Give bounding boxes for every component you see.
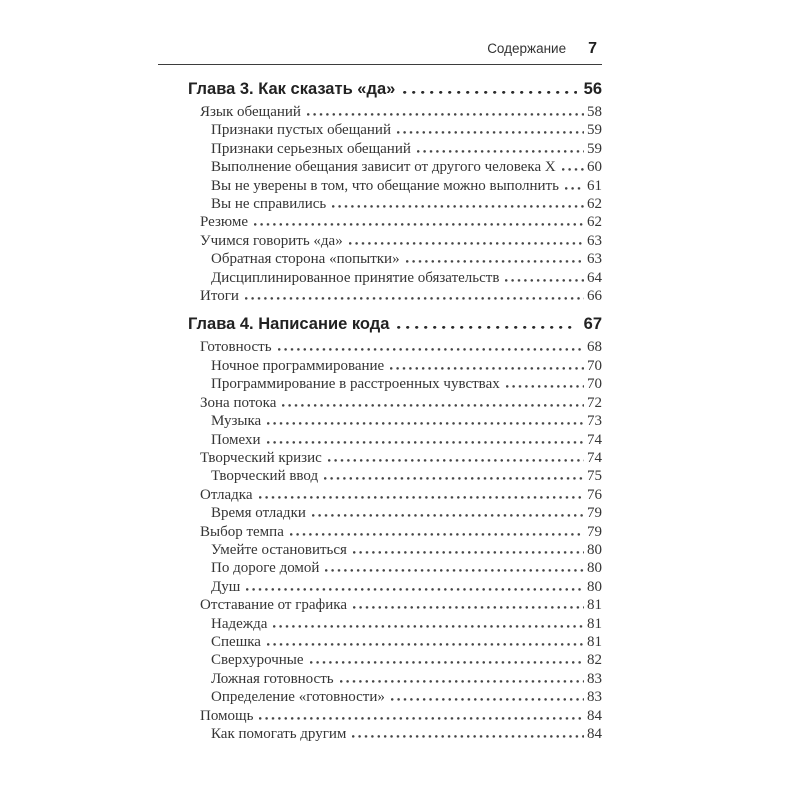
dot-leader [352,735,584,738]
dot-leader [349,242,584,245]
toc-item-title: Вы не уверены в том, что обещание можно выполнить [211,177,559,194]
dot-leader [324,477,584,480]
toc-item-title: Творческий ввод [211,468,319,485]
dot-leader [259,496,584,499]
toc-item-title: Творческий кризис [200,449,322,466]
toc-item-title: Время отладки [211,505,306,522]
dot-leader [282,404,584,407]
toc-entry-row [188,578,602,596]
toc-item-page-number: 59 [587,122,602,139]
dot-leader [328,459,584,462]
toc-item-title: Определение «готовности» [211,689,385,706]
toc-item-page-number: 75 [587,468,602,485]
toc-item-page-number: 83 [587,689,602,706]
toc-item-page-number: 60 [587,159,602,176]
toc-item-page-number: 80 [587,578,602,595]
dot-leader [290,533,584,536]
toc-entry-row [188,375,602,393]
dot-leader [403,91,576,95]
toc-item-title: Зона потока [200,394,277,411]
toc-item-page-number: 81 [587,615,602,632]
toc-item-page-number: 67 [583,315,602,334]
toc-entry-row [188,394,602,412]
toc-item-page-number: 79 [587,505,602,522]
toc-item-title: Готовность [200,339,272,356]
dot-leader [259,717,584,720]
toc-item-title: Музыка [211,413,262,430]
toc-item-title: Обратная сторона «попытки» [211,251,400,268]
toc-entry-row [188,121,602,139]
toc-entry-row [188,559,602,577]
toc-item-page-number: 66 [587,288,602,305]
toc-item-title: Отставание от графика [200,597,348,614]
toc-item-title: Признаки серьезных обещаний [211,140,411,157]
toc-item-page-number: 70 [587,357,602,374]
dot-leader [353,606,584,609]
toc-item-page-number: 82 [587,652,602,669]
toc-item-title: Программирование в расстроенных чувствах [211,376,500,393]
toc-entry-row [188,596,602,614]
dot-leader [340,680,584,683]
toc-entry-row [188,232,602,250]
toc-item-title: Как помогать другим [211,726,347,742]
toc-item-page-number: 63 [587,251,602,268]
toc-item-title: Ночное программирование [211,357,385,374]
toc-item-page-number: 81 [587,597,602,614]
dot-leader [562,168,584,171]
toc-item-title: Итоги [200,288,239,305]
toc-item-title: Умейте остановиться [211,541,347,558]
toc-entry-row [188,504,602,522]
toc-entry-row [188,651,602,669]
toc-item-title: Язык обещаний [200,104,301,120]
toc-item-title: Признаки пустых обещаний [211,122,391,139]
dot-leader [506,385,584,388]
dot-leader [391,698,584,701]
toc-item-page-number: 74 [587,449,602,466]
toc-entry-row [188,158,602,176]
dot-leader [397,131,584,134]
toc-item-page-number: 73 [587,413,602,430]
toc-item-page-number: 74 [587,431,602,448]
toc-item-page-number: 58 [587,104,602,120]
dot-leader [332,205,584,208]
toc-entry-row [188,357,602,375]
dot-leader [417,150,584,153]
toc-item-page-number: 76 [587,486,602,503]
toc-item-page-number: 80 [587,541,602,558]
toc-item-title: Дисциплинированное принятие обязательств [211,269,500,286]
dot-leader [565,187,584,190]
toc-entry-row [188,486,602,504]
toc-item-page-number: 56 [583,80,602,98]
toc-item-title: Выбор темпа [200,523,284,540]
toc-item-page-number: 79 [587,523,602,540]
dot-leader [310,661,584,664]
toc-item-title: Душ [211,578,241,595]
dot-leader [278,348,584,351]
dot-leader [267,441,584,444]
toc-item-page-number: 68 [587,339,602,356]
toc-item-title: Сверхурочные [211,652,304,669]
toc-entry-row [188,541,602,559]
toc-entry-row [188,725,602,743]
dot-leader [273,625,584,628]
dot-leader [397,326,576,330]
toc-item-title: Отладка [200,486,253,503]
toc-entry-row [188,670,602,688]
running-head [158,40,602,65]
table-of-contents [188,78,602,743]
toc-entry-row [188,269,602,287]
dot-leader [406,260,584,263]
toc-item-title: Вы не справились [211,196,327,213]
dot-leader [390,367,584,370]
toc-item-title: Учимся говорить «да» [200,232,343,249]
toc-item-page-number: 83 [587,670,602,687]
toc-item-page-number: 81 [587,633,602,650]
dot-leader [245,297,584,300]
toc-entry-row [188,615,602,633]
toc-entry-row [188,467,602,485]
toc-entry-row [188,633,602,651]
dot-leader [505,279,584,282]
toc-item-page-number: 59 [587,140,602,157]
toc-entry-row [188,707,602,725]
dot-leader [267,422,584,425]
toc-item-title: Надежда [211,615,268,632]
toc-item-title: Глава 4. Написание кода [188,315,390,334]
toc-entry-row [188,250,602,268]
dot-leader [312,514,584,517]
toc-item-title: Выполнение обещания зависит от другого человека X [211,159,556,176]
toc-item-page-number: 80 [587,560,602,577]
toc-item-title: Глава 3. Как сказать «да» [188,80,396,98]
toc-item-page-number: 84 [587,707,602,724]
toc-entry-row [188,338,602,356]
toc-entry-row [188,287,602,305]
toc-item-title: Спешка [211,633,261,650]
dot-leader [353,551,584,554]
dot-leader [246,588,584,591]
toc-item-page-number: 62 [587,214,602,231]
toc-entry-row [188,177,602,195]
toc-entry-row [188,449,602,467]
dot-leader [307,113,584,116]
toc-entry-row [188,412,602,430]
toc-entry-row [188,523,602,541]
dot-leader [254,223,584,226]
toc-item-title: Помехи [211,431,261,448]
toc-item-page-number: 62 [587,196,602,213]
toc-item-title: Резюме [200,214,249,231]
running-head-page-number: 7 [588,40,597,57]
toc-item-page-number: 84 [587,726,602,742]
running-head-title: Содержание [487,41,567,56]
toc-item-title: По дороге домой [211,560,320,577]
toc-entry-row [188,431,602,449]
toc-item-title: Помощь [200,707,254,724]
toc-entry-row [188,140,602,158]
toc-item-page-number: 63 [587,232,602,249]
toc-chapter-row [188,313,602,335]
toc-entry-row [188,213,602,231]
toc-entry-row [188,688,602,706]
toc-entry-row [188,195,602,213]
dot-leader [325,569,584,572]
toc-item-title: Ложная готовность [211,670,334,687]
toc-chapter-row [188,78,602,100]
toc-item-page-number: 72 [587,394,602,411]
dot-leader [267,643,584,646]
toc-item-page-number: 61 [587,177,602,194]
toc-item-page-number: 64 [587,269,602,286]
toc-item-page-number: 70 [587,376,602,393]
toc-entry-row [188,103,602,121]
